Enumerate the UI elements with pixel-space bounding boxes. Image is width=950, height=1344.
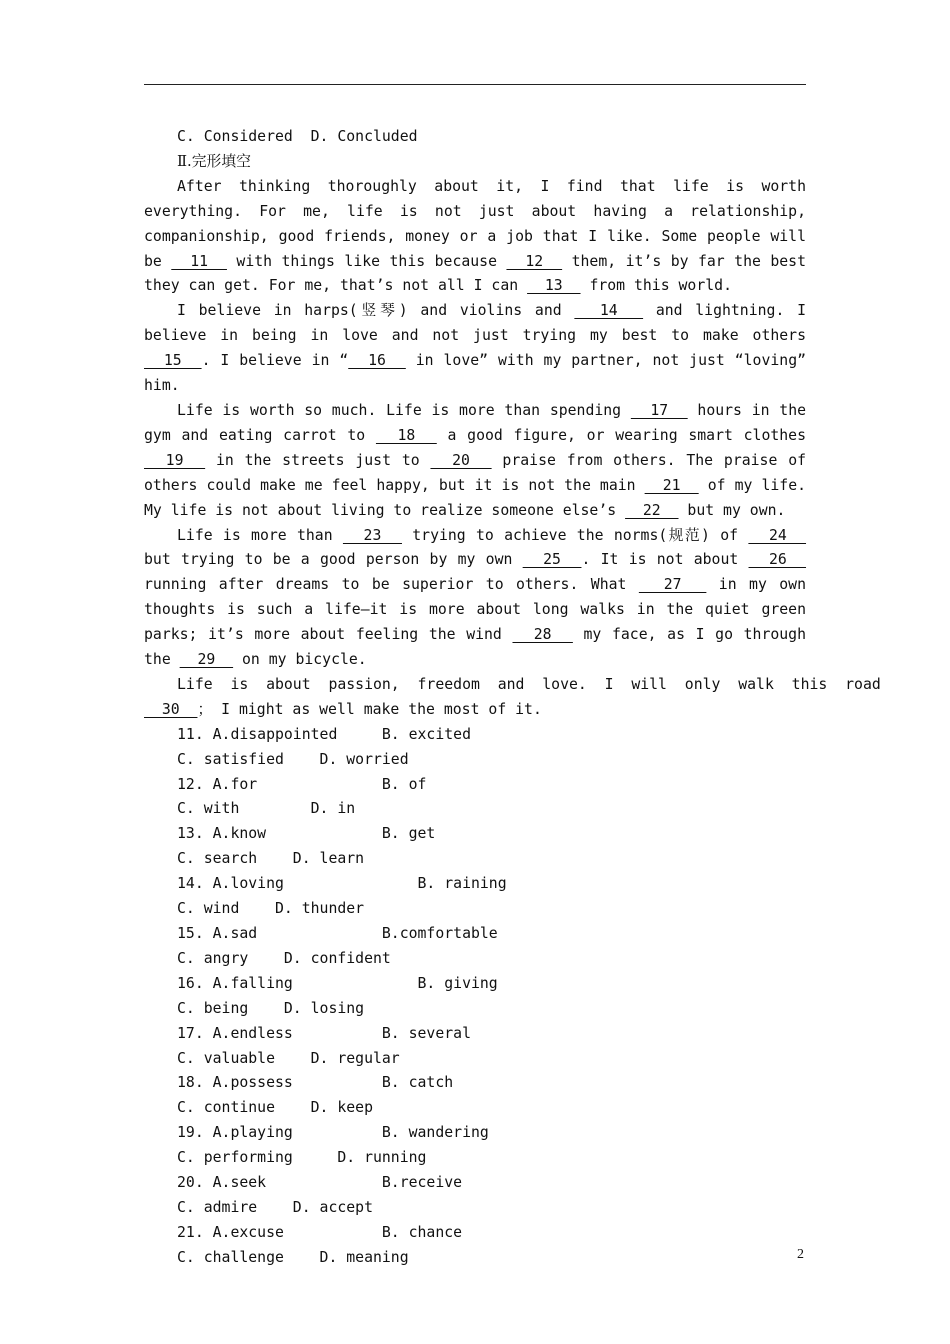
blank-15: 15	[144, 352, 202, 370]
option-line: C. admire D. accept	[177, 1198, 373, 1216]
option-line: C. satisfied D. worried	[177, 750, 409, 768]
option-line: C. challenge D. meaning	[177, 1248, 409, 1266]
passage-text: hours in the gym and eating carrot to	[144, 401, 807, 444]
passage-text: praise from others. The praise of others could make me feel happy, but it is not the main	[144, 451, 807, 494]
blank-23: 23	[342, 526, 402, 544]
blank-22: 22	[625, 501, 679, 519]
options-list	[144, 723, 806, 1271]
passage-text: on my bicycle.	[233, 651, 367, 669]
passage-text: Life is worth so much. Life is more than spending	[177, 401, 631, 419]
passage-text: After thinking thoroughly about it, I find that life is worth everything. For me, life is not just about having a relationship, companionship, good friends, money or a job that I like. Some people will be	[144, 177, 806, 270]
passage-paragraph-5-line-1: Life is about passion, freedom and love. I will only walk this road	[177, 675, 881, 693]
option-line: 14. A.loving B. raining	[177, 875, 507, 893]
prev-question-options: C. Considered D. Concluded	[177, 128, 418, 145]
option-line: C. wind D. thunder	[177, 900, 365, 918]
passage-text: them, it’s by far the best they can get. For me, that’s not all I can	[144, 252, 806, 295]
passage-text: in my own thoughts is such a life—it is more about long walks in the quiet green parks; it’s more about feeling the wind	[144, 576, 806, 644]
page-number: 2	[797, 1247, 804, 1262]
option-line: 11. A.disappointed B. excited	[177, 725, 471, 743]
passage-text: running after dreams to be superior to others. What	[144, 576, 639, 594]
blank-25: 25	[522, 551, 582, 569]
passage-text: Life is more than	[177, 526, 343, 544]
passage-text: . It is not about	[581, 551, 749, 569]
blank-17: 17	[630, 401, 688, 419]
blank-24: 24	[748, 526, 807, 544]
option-line: C. being D. losing	[177, 999, 365, 1017]
blank-29: 29	[179, 651, 234, 669]
passage-text: a good figure, or wearing smart clothes	[436, 426, 807, 444]
blank-26: 26	[748, 551, 807, 569]
blank-14: 14	[574, 302, 644, 320]
blank-30: 30	[144, 700, 198, 718]
option-line: C. angry D. confident	[177, 949, 391, 967]
blank-21: 21	[644, 476, 699, 494]
passage-text: ； I might as well make the most of it.	[197, 700, 542, 718]
section-title: Ⅱ.完形填空	[177, 152, 251, 170]
option-line: C. performing D. running	[177, 1149, 427, 1167]
option-line: 19. A.playing B. wandering	[177, 1124, 489, 1142]
option-line: 16. A.falling B. giving	[177, 974, 498, 992]
passage-text: my face, as I go through the	[144, 626, 806, 669]
option-line: 18. A.possess B. catch	[177, 1074, 454, 1092]
passage-text: and lightning. I believe in being in love and not just trying my best to make others	[144, 302, 806, 345]
document-body	[144, 125, 881, 1271]
option-line: C. with D. in	[177, 800, 356, 818]
passage-paragraph-3	[144, 399, 806, 524]
blank-18: 18	[375, 426, 437, 444]
blank-28: 28	[512, 626, 573, 644]
option-line: 13. A.know B. get	[177, 825, 436, 843]
blank-16: 16	[348, 352, 406, 370]
option-line: C. continue D. keep	[177, 1099, 373, 1117]
option-line: 21. A.excuse B. chance	[177, 1223, 463, 1241]
passage-paragraph-2	[144, 299, 806, 399]
option-line: 17. A.endless B. several	[177, 1024, 471, 1042]
passage-text: in the streets just to	[205, 451, 431, 469]
option-line: 20. A.seek B.receive	[177, 1174, 463, 1192]
passage-text: in love” with my partner, not just “loving” him.	[144, 352, 807, 395]
passage-text: . I believe in “	[201, 352, 349, 370]
header-rule	[144, 84, 806, 85]
passage-text: but my own.	[678, 501, 786, 519]
passage-text: I believe in harps(竖琴) and violins and	[177, 302, 575, 320]
option-line: C. search D. learn	[177, 850, 365, 868]
blank-27: 27	[638, 576, 707, 594]
passage-text: from this world.	[580, 277, 732, 295]
option-line: 12. A.for B. of	[177, 775, 427, 793]
passage-paragraph-1	[144, 175, 806, 300]
passage-text: but trying to be a good person by my own	[144, 551, 523, 569]
blank-13: 13	[527, 277, 581, 295]
blank-20: 20	[430, 451, 492, 469]
passage-paragraph-5-line-2	[144, 698, 806, 723]
option-line: C. valuable D. regular	[177, 1049, 400, 1067]
blank-11: 11	[171, 252, 227, 270]
blank-19: 19	[144, 451, 206, 469]
blank-12: 12	[506, 252, 563, 270]
option-line: 15. A.sad B.comfortable	[177, 925, 498, 942]
passage-text: of my life. My life is not about living to realize someone else’s	[144, 476, 807, 519]
passage-text: with things like this because	[226, 252, 507, 270]
passage-paragraph-4	[144, 524, 806, 673]
passage-text: trying to achieve the norms(规范) of	[401, 526, 749, 544]
